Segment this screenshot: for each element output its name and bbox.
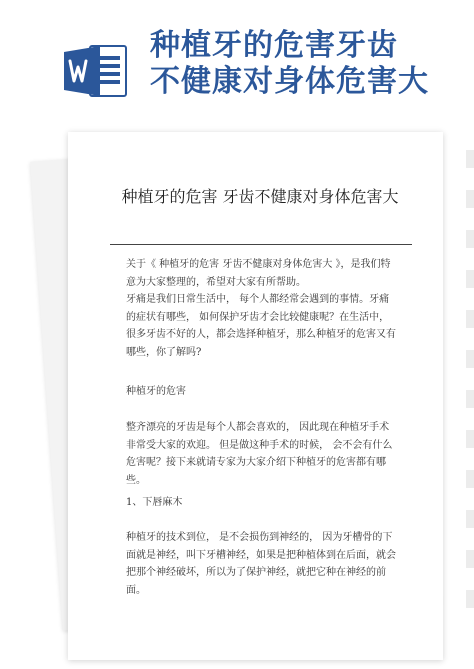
document-title: 种植牙的危害 牙齿不健康对身体危害大 — [121, 187, 399, 206]
section-heading: 种植牙的危害 — [126, 386, 186, 397]
paragraph-nerve: 种植牙的技术到位， 是不会损伤到神经的， 因为牙槽骨的下面就是神经，叫下牙槽神经，如果是把种植体到在后面，就会把那个神经破坏，所以为了保护神经，就把它种在神经的前面。 — [126, 532, 396, 596]
subheading-numbness: 1、下唇麻木 — [126, 497, 183, 508]
paragraph-intro: 关于《 种植牙的危害 牙齿不健康对身体危害大 》，是我们特意为大家整理的，希望对大家有所帮助。 — [126, 259, 391, 288]
word-document-icon — [64, 44, 128, 98]
header-title-line-1: 种植牙的危害牙齿 — [150, 28, 398, 63]
header-title — [150, 28, 470, 100]
paragraph-surgery: 整齐漂亮的牙齿是每个人都会喜欢的， 因此现在种植牙手术非常受大家的欢迎。 但是做这种手术的时候， 会不会有什么危害呢？接下来就请专家为大家介绍下种植牙的危害都有哪些。 — [126, 422, 393, 486]
header-title-line-2: 不健康对身体危害大 — [150, 64, 429, 99]
document-preview — [0, 118, 474, 669]
document-page — [68, 132, 443, 660]
watermark-edge — [466, 150, 474, 650]
paragraph-toothache: 牙痛是我们日常生活中， 每个人都经常会遇到的事情。牙痛的症状有哪些， 如何保护牙齿才会比较健康呢？在生活中， 很多牙齿不好的人，都会选择种植牙，那么种植牙的危害又有哪些，你了解吗? — [126, 294, 396, 358]
title-divider — [110, 244, 412, 245]
header-banner — [0, 0, 474, 118]
